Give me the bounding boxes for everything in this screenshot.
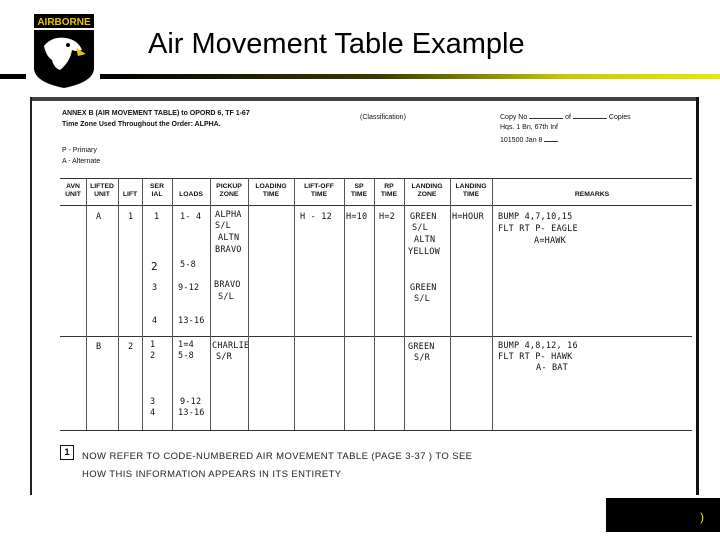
row-a-pickup-alternate: BRAVO xyxy=(215,245,242,255)
row-b-remarks-alternate: A- BAT xyxy=(536,363,568,373)
row-a-liftoff-time: H - 12 xyxy=(300,212,332,222)
col-rule xyxy=(248,178,249,430)
row-a-serial-3: 3 xyxy=(152,283,158,293)
col-rule xyxy=(294,178,295,430)
row-a-pickup-primary: ALPHA xyxy=(215,210,242,220)
row-b-loads-3: 9-12 xyxy=(180,397,202,407)
annex-heading: ANNEX B (AIR MOVEMENT TABLE) to OPORD 6, TF 1-67 xyxy=(62,110,250,117)
col-header-avn-unit: AVN UNIT xyxy=(65,183,81,198)
legend-alternate: A - Alternate xyxy=(62,158,101,165)
row-a-serial3-landing: GREEN xyxy=(410,283,437,293)
row-a-sp-time: H=10 xyxy=(346,212,368,222)
col-rule xyxy=(172,178,173,430)
headquarters-line: Hqs. 1 Bn, 67th Inf xyxy=(500,124,558,131)
col-header-pickup-zone: PICKUP ZONE xyxy=(216,183,242,198)
slide-title: Air Movement Table Example xyxy=(148,28,525,60)
table-top-rule xyxy=(60,178,692,179)
airborne-patch-logo xyxy=(30,10,98,90)
row-a-pickup-primary-side: S/L xyxy=(215,221,231,231)
col-rule xyxy=(404,178,405,430)
row-a-loads-3: 9-12 xyxy=(178,283,200,293)
row-b-pickup-side: S/R xyxy=(216,352,232,362)
table-bottom-rule xyxy=(60,430,692,431)
row-a-remarks-route: FLT RT P- EAGLE xyxy=(498,224,578,234)
col-rule xyxy=(450,178,451,430)
document-top-border xyxy=(32,97,696,101)
col-rule xyxy=(142,178,143,430)
col-header-serial: SER IAL xyxy=(150,183,164,198)
footnote-line-1: NOW REFER TO CODE-NUMBERED AIR MOVEMENT TABLE (PAGE 3-37 ) TO SEE xyxy=(82,451,473,462)
row-a-landing-primary: GREEN xyxy=(410,212,437,222)
col-rule xyxy=(86,178,87,430)
row-b-remarks-bump: BUMP 4,8,12, 16 xyxy=(498,341,578,351)
col-header-landing-zone: LANDING ZONE xyxy=(411,183,443,198)
row-a-avn-unit: A xyxy=(96,212,102,222)
footer-corner-glyph: ) xyxy=(700,510,704,524)
row-b-pickup-zone: CHARLIE xyxy=(212,341,250,351)
row-a-pickup-alt-label: ALTN xyxy=(218,233,240,243)
row-a-remarks-bump: BUMP 4,7,10,15 xyxy=(498,212,573,222)
col-rule xyxy=(118,178,119,430)
row-b-serial-1: 1 xyxy=(150,340,156,350)
title-rule-left xyxy=(0,74,26,79)
col-rule xyxy=(344,178,345,430)
row-b-loads-1: 1=4 xyxy=(178,340,194,350)
table-row-divider xyxy=(60,336,692,337)
row-a-loads-4: 13-16 xyxy=(178,316,205,326)
row-a-rp-time: H=2 xyxy=(379,212,395,222)
row-b-lift: 2 xyxy=(128,342,134,352)
row-a-loads: 1- 4 xyxy=(180,212,202,222)
row-a-serial-2: 2 xyxy=(151,260,158,273)
col-rule xyxy=(492,178,493,430)
row-b-avn-unit: B xyxy=(96,342,102,352)
svg-text:AIRBORNE: AIRBORNE xyxy=(37,17,91,28)
dtg-line: 101500 Jan 8 xyxy=(500,135,558,144)
col-header-lifted-unit: LIFTED UNIT xyxy=(90,183,114,198)
row-a-remarks-alternate: A=HAWK xyxy=(534,236,566,246)
copy-number-line: Copy No of Copies xyxy=(500,114,631,121)
row-a-serial3-pickup: BRAVO xyxy=(214,280,241,290)
row-b-serial-4: 4 xyxy=(150,408,156,418)
row-a-serial3-landing-side: S/L xyxy=(414,294,430,304)
row-b-remarks-route: FLT RT P- HAWK xyxy=(498,352,573,362)
row-b-serial-3: 3 xyxy=(150,397,156,407)
time-zone-line: Time Zone Used Throughout the Order: ALPHA. xyxy=(62,121,221,128)
col-header-sp-time: SP TIME xyxy=(350,183,368,198)
col-rule xyxy=(210,178,211,430)
col-header-lift: LIFT xyxy=(122,191,138,198)
col-header-loading-time: LOADING TIME xyxy=(255,183,287,198)
col-header-landing-time: LANDING TIME xyxy=(455,183,487,198)
col-rule xyxy=(374,178,375,430)
row-a-serial: 1 xyxy=(154,212,160,222)
footnote-number-box: 1 xyxy=(60,445,74,460)
row-b-loads-2: 5-8 xyxy=(178,351,194,361)
row-b-landing-side: S/R xyxy=(414,353,430,363)
air-movement-table-document xyxy=(30,97,699,495)
col-header-remarks: REMARKS xyxy=(574,191,610,198)
row-a-serial-4: 4 xyxy=(152,316,158,326)
col-header-rp-time: RP TIME xyxy=(380,183,398,198)
row-a-landing-time: H=HOUR xyxy=(452,212,484,222)
row-b-serial-2: 2 xyxy=(150,351,156,361)
col-header-liftoff-time: LIFT-OFF TIME xyxy=(304,183,334,198)
row-a-loads-2: 5-8 xyxy=(180,260,196,270)
legend-primary: P - Primary xyxy=(62,147,97,154)
table-header-rule xyxy=(60,205,692,206)
row-a-landing-alternate: YELLOW xyxy=(408,247,440,257)
col-header-loads: LOADS xyxy=(179,191,203,198)
title-rule-gradient xyxy=(100,74,720,79)
classification-label: (Classification) xyxy=(360,114,406,121)
row-a-landing-primary-side: S/L xyxy=(412,223,428,233)
row-a-landing-alt-label: ALTN xyxy=(414,235,436,245)
footnote-line-2: HOW THIS INFORMATION APPEARS IN ITS ENTIRETY xyxy=(82,469,342,480)
row-b-loads-4: 13-16 xyxy=(178,408,205,418)
row-b-landing-zone: GREEN xyxy=(408,342,435,352)
row-a-serial3-pickup-side: S/L xyxy=(218,292,234,302)
row-a-lift: 1 xyxy=(128,212,134,222)
